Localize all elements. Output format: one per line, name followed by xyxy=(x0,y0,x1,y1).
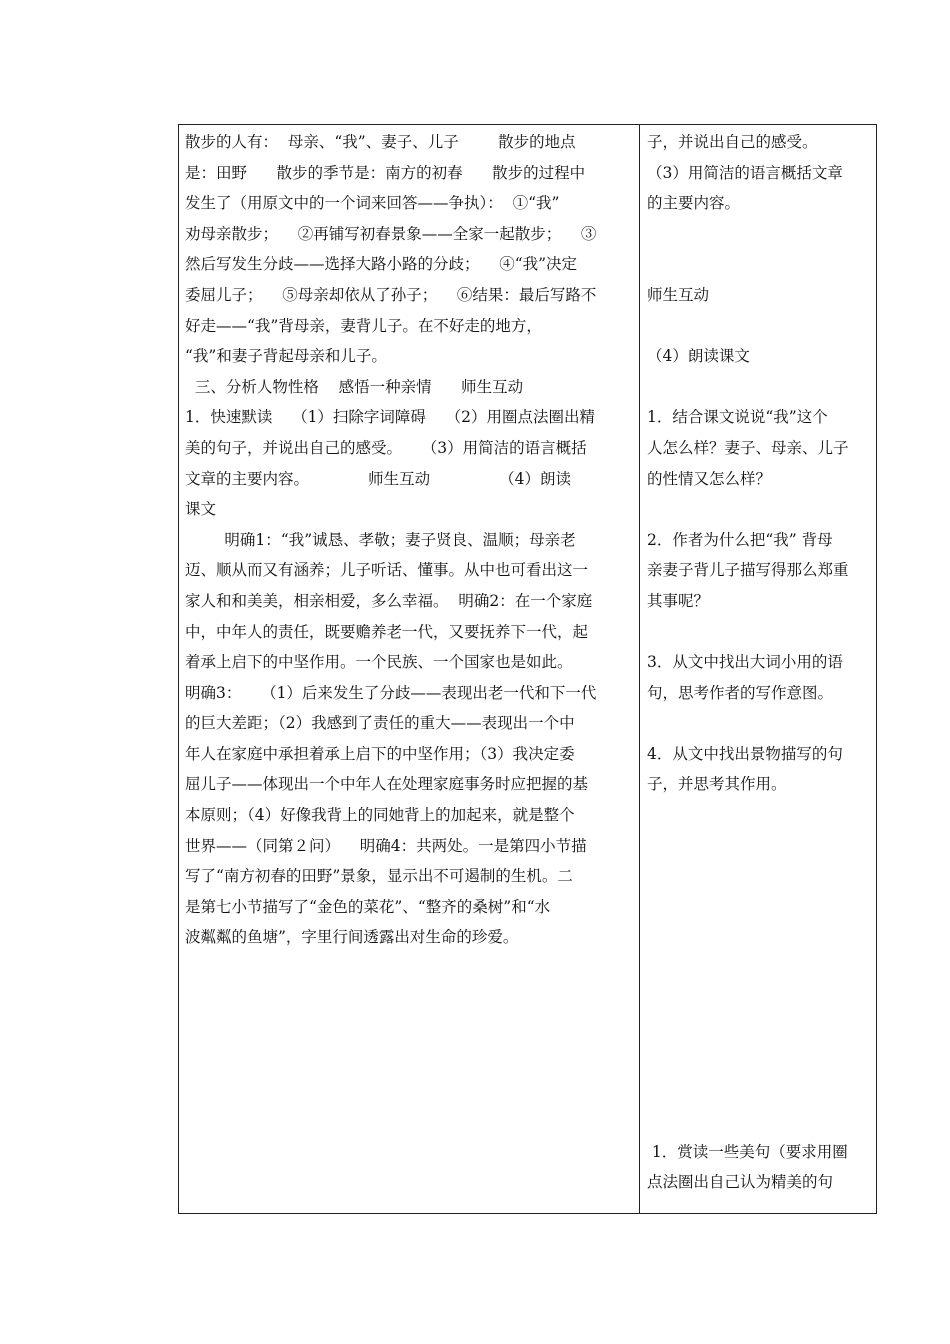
right-text-line xyxy=(647,1106,871,1137)
left-text-line: 年人在家庭中承担着承上启下的中坚作用；（3）我决定委 xyxy=(185,744,575,763)
right-text-line: 师生互动 xyxy=(647,285,710,304)
left-text-line: 1．快速默读 （1）扫除字词障碍 （2）用圈点法圈出精 xyxy=(185,408,596,427)
left-text-line: 发生了（用原文中的一个词来回答——争执）： ①“我” xyxy=(185,194,560,213)
right-column-cell xyxy=(647,127,871,1198)
right-text-line: 2．作者为什么把“我” 背母 xyxy=(647,530,833,549)
right-text-line: 1．结合课文说说“我”这个 xyxy=(647,408,828,427)
left-text-line: 是：田野 散步的季节是：南方的初春 散步的过程中 xyxy=(185,163,586,182)
left-text-line: 课文 xyxy=(185,500,217,519)
right-text-line xyxy=(647,219,871,250)
left-text-line: 世界——（同第２问） 明确4：共两处。一是第四小节描 xyxy=(185,836,587,855)
right-text-line: （3）用简洁的语言概括文章 xyxy=(647,163,843,182)
lesson-table xyxy=(178,124,877,1214)
right-text-line xyxy=(647,1075,871,1106)
right-text-line: 1．赏读一些美句（要求用圈 xyxy=(647,1142,848,1161)
right-text-line xyxy=(647,494,871,525)
left-text-line: 美的句子，并说出自己的感受。 （3）用简洁的语言概括 xyxy=(185,438,587,457)
left-text-line: 明确1：“我”诚恳、孝敬；妻子贤良、温顺；母亲老 xyxy=(185,530,576,549)
right-text-line xyxy=(647,617,871,648)
left-text-line: 家人和和美美，相亲相爱，多么幸福。 明确2：在一个家庭 xyxy=(185,591,593,610)
left-text-line: 三、分析人物性格 感悟一种亲情 师生互动 xyxy=(185,377,524,396)
left-text-line: 屈儿子——体现出一个中年人在处理家庭事务时应把握的基 xyxy=(185,775,589,794)
left-text-line: 迈、顺从而又有涵养；儿子听话、懂事。从中也可看出这一 xyxy=(185,561,589,580)
right-text-line: 的主要内容。 xyxy=(647,194,741,213)
right-text-line xyxy=(647,249,871,280)
left-text-line: 委屈儿子； ⑤母亲却依从了孙子； ⑥结果：最后写路不 xyxy=(185,285,597,304)
right-text-line: 4．从文中找出景物描写的句 xyxy=(647,744,843,763)
right-text-line xyxy=(647,892,871,923)
left-text-line: 散步的人有： 母亲、“我”、妻子、儿子 散步的地点 xyxy=(185,133,576,151)
right-text-line xyxy=(647,861,871,892)
left-text-line: 明确3： （1）后来发生了分歧——表现出老一代和下一代 xyxy=(185,683,597,702)
right-text-line: （4）朗读课文 xyxy=(647,347,750,366)
left-text-line: 中，中年人的责任，既要赡养老一代，又要抚养下一代，起 xyxy=(185,622,589,641)
left-column-cell xyxy=(185,127,633,953)
column-divider xyxy=(639,125,640,1213)
right-text-line: 3．从文中找出大词小用的语 xyxy=(647,653,843,672)
right-text-line xyxy=(647,708,871,739)
right-text-line: 其事呢？ xyxy=(647,591,710,610)
right-text-line xyxy=(647,311,871,342)
left-text-line: 着承上启下的中坚作用。一个民族、一个国家也是如此。 xyxy=(185,653,573,672)
left-text-line: 好走——“我”背母亲，妻背儿子。在不好走的地方， xyxy=(185,316,542,335)
left-text-line: 的巨大差距；（2）我感到了责任的重大——表现出一个中 xyxy=(185,714,575,733)
left-text-line: 波粼粼的鱼塘”，字里行间透露出对生命的珍爱。 xyxy=(185,928,519,947)
left-text-line: 文章的主要内容。 师生互动 （4）朗读 xyxy=(185,469,571,488)
right-text-line xyxy=(647,831,871,862)
left-text-line: “我”和妻子背起母亲和儿子。 xyxy=(185,347,387,366)
right-text-line xyxy=(647,984,871,1015)
right-text-line: 亲妻子背儿子描写得那么郑重 xyxy=(647,561,849,580)
right-text-line xyxy=(647,922,871,953)
right-text-line: 点法圈出自己认为精美的句 xyxy=(647,1173,834,1192)
right-text-line xyxy=(647,1045,871,1076)
right-text-line: 子，并思考其作用。 xyxy=(647,775,787,794)
right-text-line xyxy=(647,372,871,403)
right-text-line: 句，思考作者的写作意图。 xyxy=(647,683,834,702)
left-text-line: 然后写发生分歧——选择大路小路的分歧； ④“我”决定 xyxy=(185,255,578,274)
right-text-line: 子，并说出自己的感受。 xyxy=(647,133,818,151)
right-text-line: 人怎么样？妻子、母亲、儿子 xyxy=(647,438,849,457)
left-text-line: 写了“南方初春的田野”景象，显示出不可遏制的生机。二 xyxy=(185,867,573,886)
left-text-line: 劝母亲散步； ②再铺写初春景象——全家一起散步； ③ xyxy=(185,224,597,243)
right-text-line xyxy=(647,1014,871,1045)
left-text-line: 是第七小节描写了“金色的菜花”、“整齐的桑树”和“水 xyxy=(185,897,551,916)
right-text-line xyxy=(647,800,871,831)
right-text-line: 的性情又怎么样？ xyxy=(647,469,772,488)
right-text-line xyxy=(647,953,871,984)
left-text-line: 本原则；（4）好像我背上的同她背上的加起来，就是整个 xyxy=(185,806,575,825)
